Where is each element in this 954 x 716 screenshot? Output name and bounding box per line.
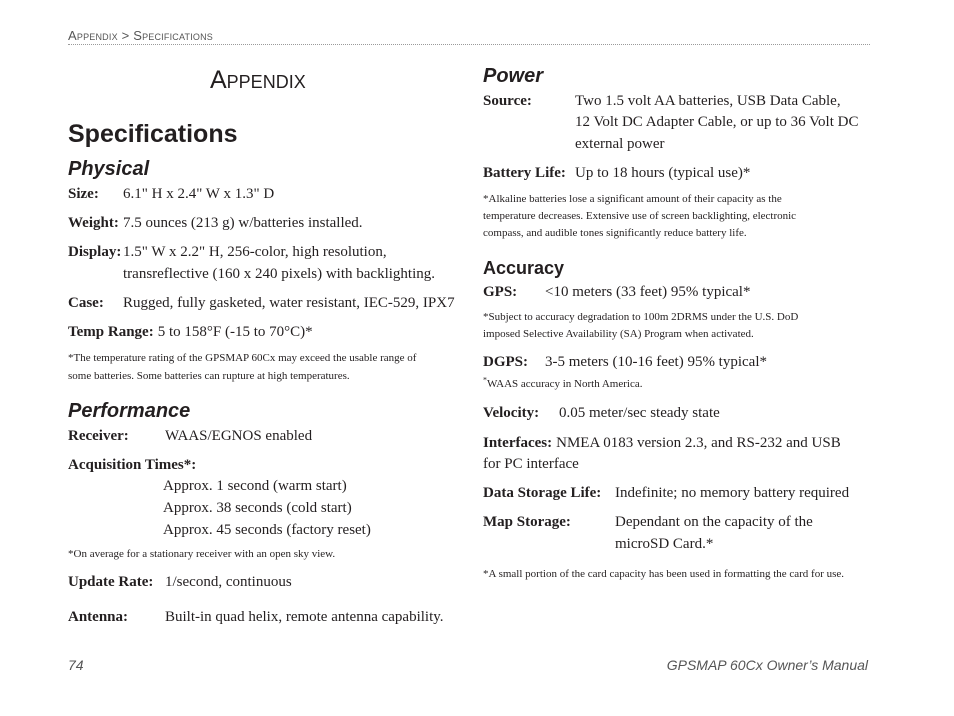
size-label: Size: (68, 186, 99, 202)
antenna-label: Antenna: (68, 609, 129, 625)
acquisition-times-label: Acquisition Times*: (68, 457, 197, 473)
source-value-line1: Two 1.5 volt AA batteries, USB Data Cable, (575, 93, 841, 109)
page-title: Specifications (68, 120, 238, 148)
map-storage-value-line2: microSD Card.* (615, 536, 714, 552)
interfaces-value-line1: NMEA 0183 version 2.3, and RS-232 and USB (556, 435, 841, 451)
performance-heading: Performance (68, 400, 191, 422)
display-label: Display: (68, 244, 122, 260)
acquisition-cold-start: Approx. 38 seconds (cold start) (163, 500, 352, 516)
battery-life-label: Battery Life: (483, 165, 566, 181)
header-rule (68, 44, 870, 45)
battery-note-line3: compass, and audible tones significantly reduce battery life. (483, 227, 747, 239)
waas-note-marker: * (483, 375, 487, 385)
gps-label: GPS: (483, 284, 518, 300)
gps-value: <10 meters (33 feet) 95% typical* (545, 284, 751, 300)
temp-range-label: Temp Range: (68, 324, 154, 340)
source-label: Source: (483, 93, 532, 109)
receiver-label: Receiver: (68, 428, 129, 444)
source-value-line2: 12 Volt DC Adapter Cable, or up to 36 Volt DC (575, 114, 859, 130)
battery-life-value: Up to 18 hours (typical use)* (575, 165, 751, 181)
appendix-title: Appendix (210, 66, 306, 94)
size-value: 6.1" H x 2.4" W x 1.3" D (123, 186, 275, 202)
page-number: 74 (68, 657, 84, 673)
interfaces-row (483, 434, 841, 452)
power-heading: Power (483, 65, 544, 87)
interfaces-value-line2: for PC interface (483, 456, 579, 472)
waas-note-text: WAAS accuracy in North America. (487, 378, 643, 390)
card-capacity-note: *A small portion of the card capacity has been used in formatting the card for use. (483, 568, 845, 580)
breadcrumb: Appendix > Specifications (68, 28, 214, 43)
data-storage-life-value: Indefinite; no memory battery required (615, 485, 850, 501)
gps-note-line2: imposed Selective Availability (SA) Program when activated. (483, 328, 754, 340)
dgps-value: 3-5 meters (10-16 feet) 95% typical* (545, 354, 768, 370)
case-value: Rugged, fully gasketed, water resistant, IEC-529, IPX7 (123, 295, 455, 311)
receiver-value: WAAS/EGNOS enabled (165, 428, 313, 444)
update-rate-value: 1/second, continuous (165, 574, 292, 590)
physical-heading: Physical (68, 158, 150, 180)
case-label: Case: (68, 295, 104, 311)
temperature-note-line1: *The temperature rating of the GPSMAP 60Cx may exceed the usable range of (68, 352, 417, 364)
weight-label: Weight: (68, 215, 119, 231)
map-storage-label: Map Storage: (483, 514, 571, 530)
display-value-line1: 1.5" W x 2.2" H, 256-color, high resolution, (123, 244, 387, 260)
antenna-value: Built-in quad helix, remote antenna capability. (165, 609, 444, 625)
velocity-label: Velocity: (483, 405, 540, 421)
display-value-line2: transreflective (160 x 240 pixels) with backlighting. (123, 266, 436, 282)
manual-title: GPSMAP 60Cx Owner’s Manual (666, 657, 868, 673)
gps-note-line1: *Subject to accuracy degradation to 100m 2DRMS under the U.S. DoD (483, 311, 799, 323)
dgps-label: DGPS: (483, 354, 528, 370)
acquisition-factory-reset: Approx. 45 seconds (factory reset) (163, 522, 371, 538)
accuracy-heading: Accuracy (483, 258, 565, 278)
weight-value: 7.5 ounces (213 g) w/batteries installed. (123, 215, 363, 231)
interfaces-label: Interfaces: (483, 435, 553, 451)
battery-note-line1: *Alkaline batteries lose a significant amount of their capacity as the (483, 193, 782, 205)
temp-range-row (68, 323, 313, 341)
map-storage-value-line1: Dependant on the capacity of the (615, 514, 813, 530)
acquisition-note: *On average for a stationary receiver with an open sky view. (68, 548, 336, 560)
battery-note-line2: temperature decreases. Extensive use of screen backlighting, electronic (483, 210, 797, 222)
acquisition-warm-start: Approx. 1 second (warm start) (163, 478, 347, 494)
source-value-line3: external power (575, 136, 665, 152)
update-rate-label: Update Rate: (68, 574, 154, 590)
velocity-value: 0.05 meter/sec steady state (559, 405, 720, 421)
waas-note (483, 376, 642, 393)
temp-range-value: 5 to 158°F (-15 to 70°C)* (157, 324, 313, 340)
temperature-note-line2: some batteries. Some batteries can rupture at high temperatures. (68, 370, 350, 382)
data-storage-life-label: Data Storage Life: (483, 485, 602, 501)
